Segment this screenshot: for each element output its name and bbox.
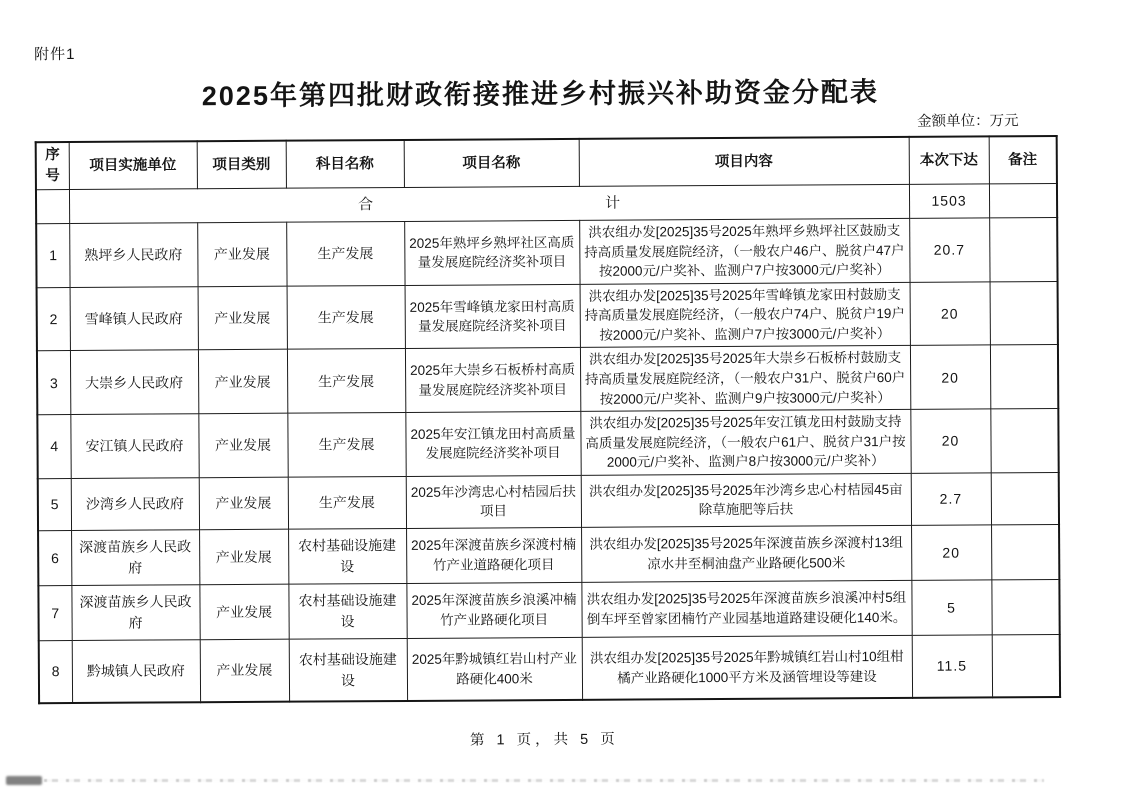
cell-remark bbox=[989, 184, 1057, 218]
cell-unit: 沙湾乡人民政府 bbox=[71, 478, 199, 531]
cell-amount: 1503 bbox=[909, 184, 989, 218]
cell-name: 2025年大崇乡石板桥村高质量发展庭院经济奖补项目 bbox=[405, 348, 580, 413]
table-row bbox=[38, 579, 1059, 640]
cell-category: 产业发展 bbox=[198, 350, 287, 414]
cell-amount: 20 bbox=[910, 345, 990, 409]
cell-category: 产业发展 bbox=[199, 584, 288, 640]
cell-no: 2 bbox=[37, 287, 70, 351]
cell-name: 2025年深渡苗族乡深渡村楠竹产业道路硬化项目 bbox=[406, 527, 581, 583]
total-label: 合计 bbox=[357, 192, 853, 213]
page-number-footer: 第 1 页，共 5 页 bbox=[469, 731, 619, 749]
cell-content: 洪农组办发[2025]35号2025年沙湾乡忠心村桔园45亩除草施肥等后扶 bbox=[581, 473, 911, 527]
cell-amount: 2.7 bbox=[911, 473, 991, 525]
cell-remark bbox=[990, 345, 1058, 409]
cell-name: 2025年安江镇龙田村高质量发展庭院经济奖补项目 bbox=[405, 411, 580, 476]
scan-artifact-line bbox=[44, 779, 1044, 782]
cell-no: 4 bbox=[37, 415, 70, 479]
table-row bbox=[38, 524, 1059, 585]
cell-unit: 大崇乡人民政府 bbox=[70, 350, 198, 414]
cell-name: 2025年沙湾忠心村桔园后扶项目 bbox=[406, 475, 581, 528]
cell-content: 洪农组办发[2025]35号2025年深渡苗族乡深渡村13组凉水井至桐油盘产业路硬化500米 bbox=[581, 525, 911, 582]
table-row bbox=[39, 634, 1060, 703]
cell-no: 6 bbox=[38, 530, 71, 585]
table-row bbox=[37, 281, 1058, 351]
table-row bbox=[37, 409, 1058, 479]
cell-remark bbox=[992, 634, 1060, 697]
cell-remark bbox=[991, 472, 1059, 524]
cell-category: 产业发展 bbox=[199, 477, 288, 530]
table-row bbox=[37, 345, 1058, 415]
header-cell: 本次下达 bbox=[909, 136, 989, 184]
header-cell: 科目名称 bbox=[286, 140, 404, 188]
cell-content: 洪农组办发[2025]35号2025年黔城镇红岩山村10组柑橘产业路硬化1000平方米及涵管埋设等建设 bbox=[582, 635, 912, 700]
cell-subject: 生产发展 bbox=[287, 349, 405, 413]
cell-remark bbox=[991, 524, 1059, 579]
cell-name: 2025年雪峰镇龙家田村高质量发展庭院经济奖补项目 bbox=[405, 284, 580, 349]
cell-remark bbox=[989, 218, 1057, 282]
page-title: 2025年第四批财政衔接推进乡村振兴补助资金分配表 bbox=[201, 77, 880, 112]
cell-no: 5 bbox=[38, 478, 71, 530]
cell-content: 洪农组办发[2025]35号2025年熟坪乡熟坪社区鼓励支持高质量发展庭院经济，（一般农户46户、脱贫户47户按2000元/户奖补、监测户7户按3000元/户奖补） bbox=[579, 218, 909, 284]
cell-subject: 农村基础设施建设 bbox=[288, 528, 406, 584]
header-cell: 序号 bbox=[36, 142, 69, 190]
cell-unit: 黔城镇人民政府 bbox=[72, 639, 200, 703]
cell-amount: 20 bbox=[911, 525, 991, 580]
cell-no bbox=[36, 190, 69, 224]
cell-unit: 深渡苗族乡人民政府 bbox=[71, 530, 199, 586]
cell-amount: 20.7 bbox=[909, 218, 989, 282]
cell-subject: 生产发展 bbox=[287, 285, 405, 349]
cell-amount: 20 bbox=[910, 282, 990, 346]
header-cell: 项目类别 bbox=[197, 141, 286, 189]
table-row bbox=[36, 218, 1057, 288]
header-cell: 项目名称 bbox=[404, 139, 579, 188]
cell-amount: 5 bbox=[911, 580, 991, 635]
cell-remark bbox=[990, 409, 1058, 473]
cell-remark bbox=[990, 281, 1058, 345]
header-cell: 项目实施单位 bbox=[69, 141, 197, 189]
cell-unit: 安江镇人民政府 bbox=[70, 414, 198, 478]
amount-unit-note: 金额单位：万元 bbox=[917, 113, 1019, 130]
cell-subject: 生产发展 bbox=[288, 476, 406, 529]
cell-unit: 深渡苗族乡人民政府 bbox=[71, 585, 199, 641]
cell-name: 2025年深渡苗族乡浪溪冲楠竹产业路硬化项目 bbox=[406, 582, 581, 638]
table-row bbox=[38, 472, 1059, 530]
cell-category: 产业发展 bbox=[200, 639, 289, 703]
cell-subject: 农村基础设施建设 bbox=[288, 583, 406, 639]
cell-amount: 11.5 bbox=[912, 635, 992, 698]
cell-content: 洪农组办发[2025]35号2025年雪峰镇龙家田村鼓励支持高质量发展庭院经济，（一般农户74户、脱贫户19户按2000元/户奖补、监测户7户按3000元/户奖补） bbox=[580, 282, 910, 348]
cell-subject: 生产发展 bbox=[287, 413, 405, 477]
cell-category: 产业发展 bbox=[197, 222, 286, 286]
table-header-row bbox=[36, 136, 1057, 190]
attachment-label: 附件1 bbox=[34, 45, 76, 64]
cell-name: 2025年熟坪乡熟坪社区高质量发展庭院经济奖补项目 bbox=[404, 220, 579, 285]
cell-unit: 雪峰镇人民政府 bbox=[70, 286, 198, 350]
cell-category: 产业发展 bbox=[198, 286, 287, 350]
cell-no: 3 bbox=[37, 351, 70, 415]
scan-artifact-smudge bbox=[6, 776, 42, 785]
allocation-table bbox=[35, 135, 1061, 705]
cell-no: 7 bbox=[38, 585, 71, 640]
cell-category: 产业发展 bbox=[198, 413, 287, 477]
cell-name: 2025年黔城镇红岩山村产业路硬化400米 bbox=[407, 637, 582, 701]
header-cell: 项目内容 bbox=[579, 137, 909, 187]
cell-no: 1 bbox=[36, 224, 69, 288]
cell-remark bbox=[991, 579, 1059, 634]
cell-category: 产业发展 bbox=[199, 529, 288, 585]
cell-subject: 生产发展 bbox=[286, 221, 404, 285]
cell-total-label bbox=[69, 184, 909, 223]
header-cell: 备注 bbox=[989, 136, 1057, 184]
cell-unit: 熟坪乡人民政府 bbox=[69, 223, 197, 287]
cell-content: 洪农组办发[2025]35号2025年大崇乡石板桥村鼓励支持高质量发展庭院经济，（一般农户31户、脱贫户60户按2000元/户奖补、监测户9户按3000元/户奖补） bbox=[580, 346, 910, 412]
cell-content: 洪农组办发[2025]35号2025年安江镇龙田村鼓励支持高质量发展庭院经济，（一般农户61户、脱贫户31户按2000元/户奖补、监测户8户按3000元/户奖补） bbox=[580, 409, 910, 475]
cell-subject: 农村基础设施建设 bbox=[289, 638, 407, 702]
cell-no: 8 bbox=[39, 640, 72, 703]
cell-content: 洪农组办发[2025]35号2025年深渡苗族乡浪溪冲村5组倒车坪至曾家团楠竹产业园基地道路建设硬化140米。 bbox=[581, 580, 911, 637]
cell-amount: 20 bbox=[910, 409, 990, 473]
